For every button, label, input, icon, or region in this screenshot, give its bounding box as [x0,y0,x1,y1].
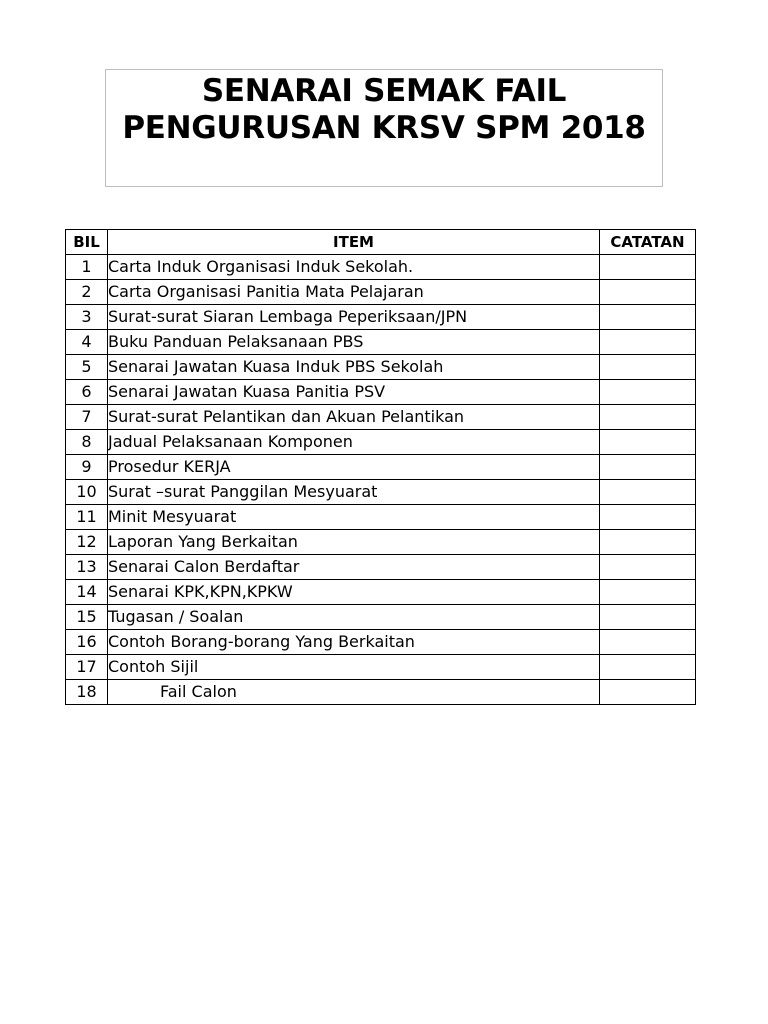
row-bil: 3 [66,305,108,330]
row-catatan[interactable] [600,630,696,655]
row-bil: 17 [66,655,108,680]
row-item: Senarai Jawatan Kuasa Panitia PSV [108,380,600,405]
table-row [66,255,696,280]
row-catatan[interactable] [600,430,696,455]
table-header-row [66,230,696,255]
row-item: Senarai KPK,KPN,KPKW [108,580,600,605]
row-catatan[interactable] [600,405,696,430]
row-item: Senarai Jawatan Kuasa Induk PBS Sekolah [108,355,600,380]
table-row [66,580,696,605]
header-bil: BIL [66,230,108,255]
table-row [66,480,696,505]
table-row [66,330,696,355]
row-bil: 11 [66,505,108,530]
table-row [66,505,696,530]
table-row [66,280,696,305]
row-catatan[interactable] [600,380,696,405]
row-catatan[interactable] [600,580,696,605]
row-bil: 13 [66,555,108,580]
row-bil: 16 [66,630,108,655]
row-catatan[interactable] [600,505,696,530]
table-row [66,630,696,655]
row-item: Fail Calon [108,680,600,705]
row-bil: 1 [66,255,108,280]
title-box [105,69,663,187]
row-bil: 6 [66,380,108,405]
row-catatan[interactable] [600,480,696,505]
row-item: Contoh Sijil [108,655,600,680]
row-item: Surat –surat Panggilan Mesyuarat [108,480,600,505]
table-row [66,530,696,555]
table-body [66,255,696,705]
row-bil: 14 [66,580,108,605]
row-bil: 9 [66,455,108,480]
row-bil: 18 [66,680,108,705]
row-item: Contoh Borang-borang Yang Berkaitan [108,630,600,655]
row-catatan[interactable] [600,355,696,380]
page-title-line-2: PENGURUSAN KRSV SPM 2018 [122,110,646,146]
row-item: Surat-surat Pelantikan dan Akuan Pelantikan [108,405,600,430]
row-catatan[interactable] [600,305,696,330]
row-bil: 12 [66,530,108,555]
row-catatan[interactable] [600,280,696,305]
row-item: Tugasan / Soalan [108,605,600,630]
row-item: Laporan Yang Berkaitan [108,530,600,555]
row-catatan[interactable] [600,455,696,480]
row-item: Prosedur KERJA [108,455,600,480]
row-item: Carta Organisasi Panitia Mata Pelajaran [108,280,600,305]
table-row [66,455,696,480]
row-catatan[interactable] [600,655,696,680]
table-row [66,555,696,580]
row-item: Senarai Calon Berdaftar [108,555,600,580]
row-bil: 10 [66,480,108,505]
row-item: Minit Mesyuarat [108,505,600,530]
row-bil: 8 [66,430,108,455]
row-catatan[interactable] [600,555,696,580]
row-item: Buku Panduan Pelaksanaan PBS [108,330,600,355]
table-row [66,305,696,330]
row-bil: 15 [66,605,108,630]
header-catatan: CATATAN [600,230,696,255]
table-row [66,405,696,430]
row-item: Jadual Pelaksanaan Komponen [108,430,600,455]
row-item: Carta Induk Organisasi Induk Sekolah. [108,255,600,280]
row-bil: 4 [66,330,108,355]
table-row [66,430,696,455]
table-row [66,680,696,705]
row-catatan[interactable] [600,605,696,630]
row-catatan[interactable] [600,330,696,355]
row-catatan[interactable] [600,680,696,705]
row-catatan[interactable] [600,255,696,280]
row-bil: 7 [66,405,108,430]
row-bil: 2 [66,280,108,305]
table-row [66,355,696,380]
table-row [66,380,696,405]
checklist-table [65,229,696,705]
table-row [66,655,696,680]
row-catatan[interactable] [600,530,696,555]
page-title-line-1: SENARAI SEMAK FAIL [201,73,567,109]
row-item: Surat-surat Siaran Lembaga Peperiksaan/JPN [108,305,600,330]
header-item: ITEM [108,230,600,255]
table-row [66,605,696,630]
row-bil: 5 [66,355,108,380]
